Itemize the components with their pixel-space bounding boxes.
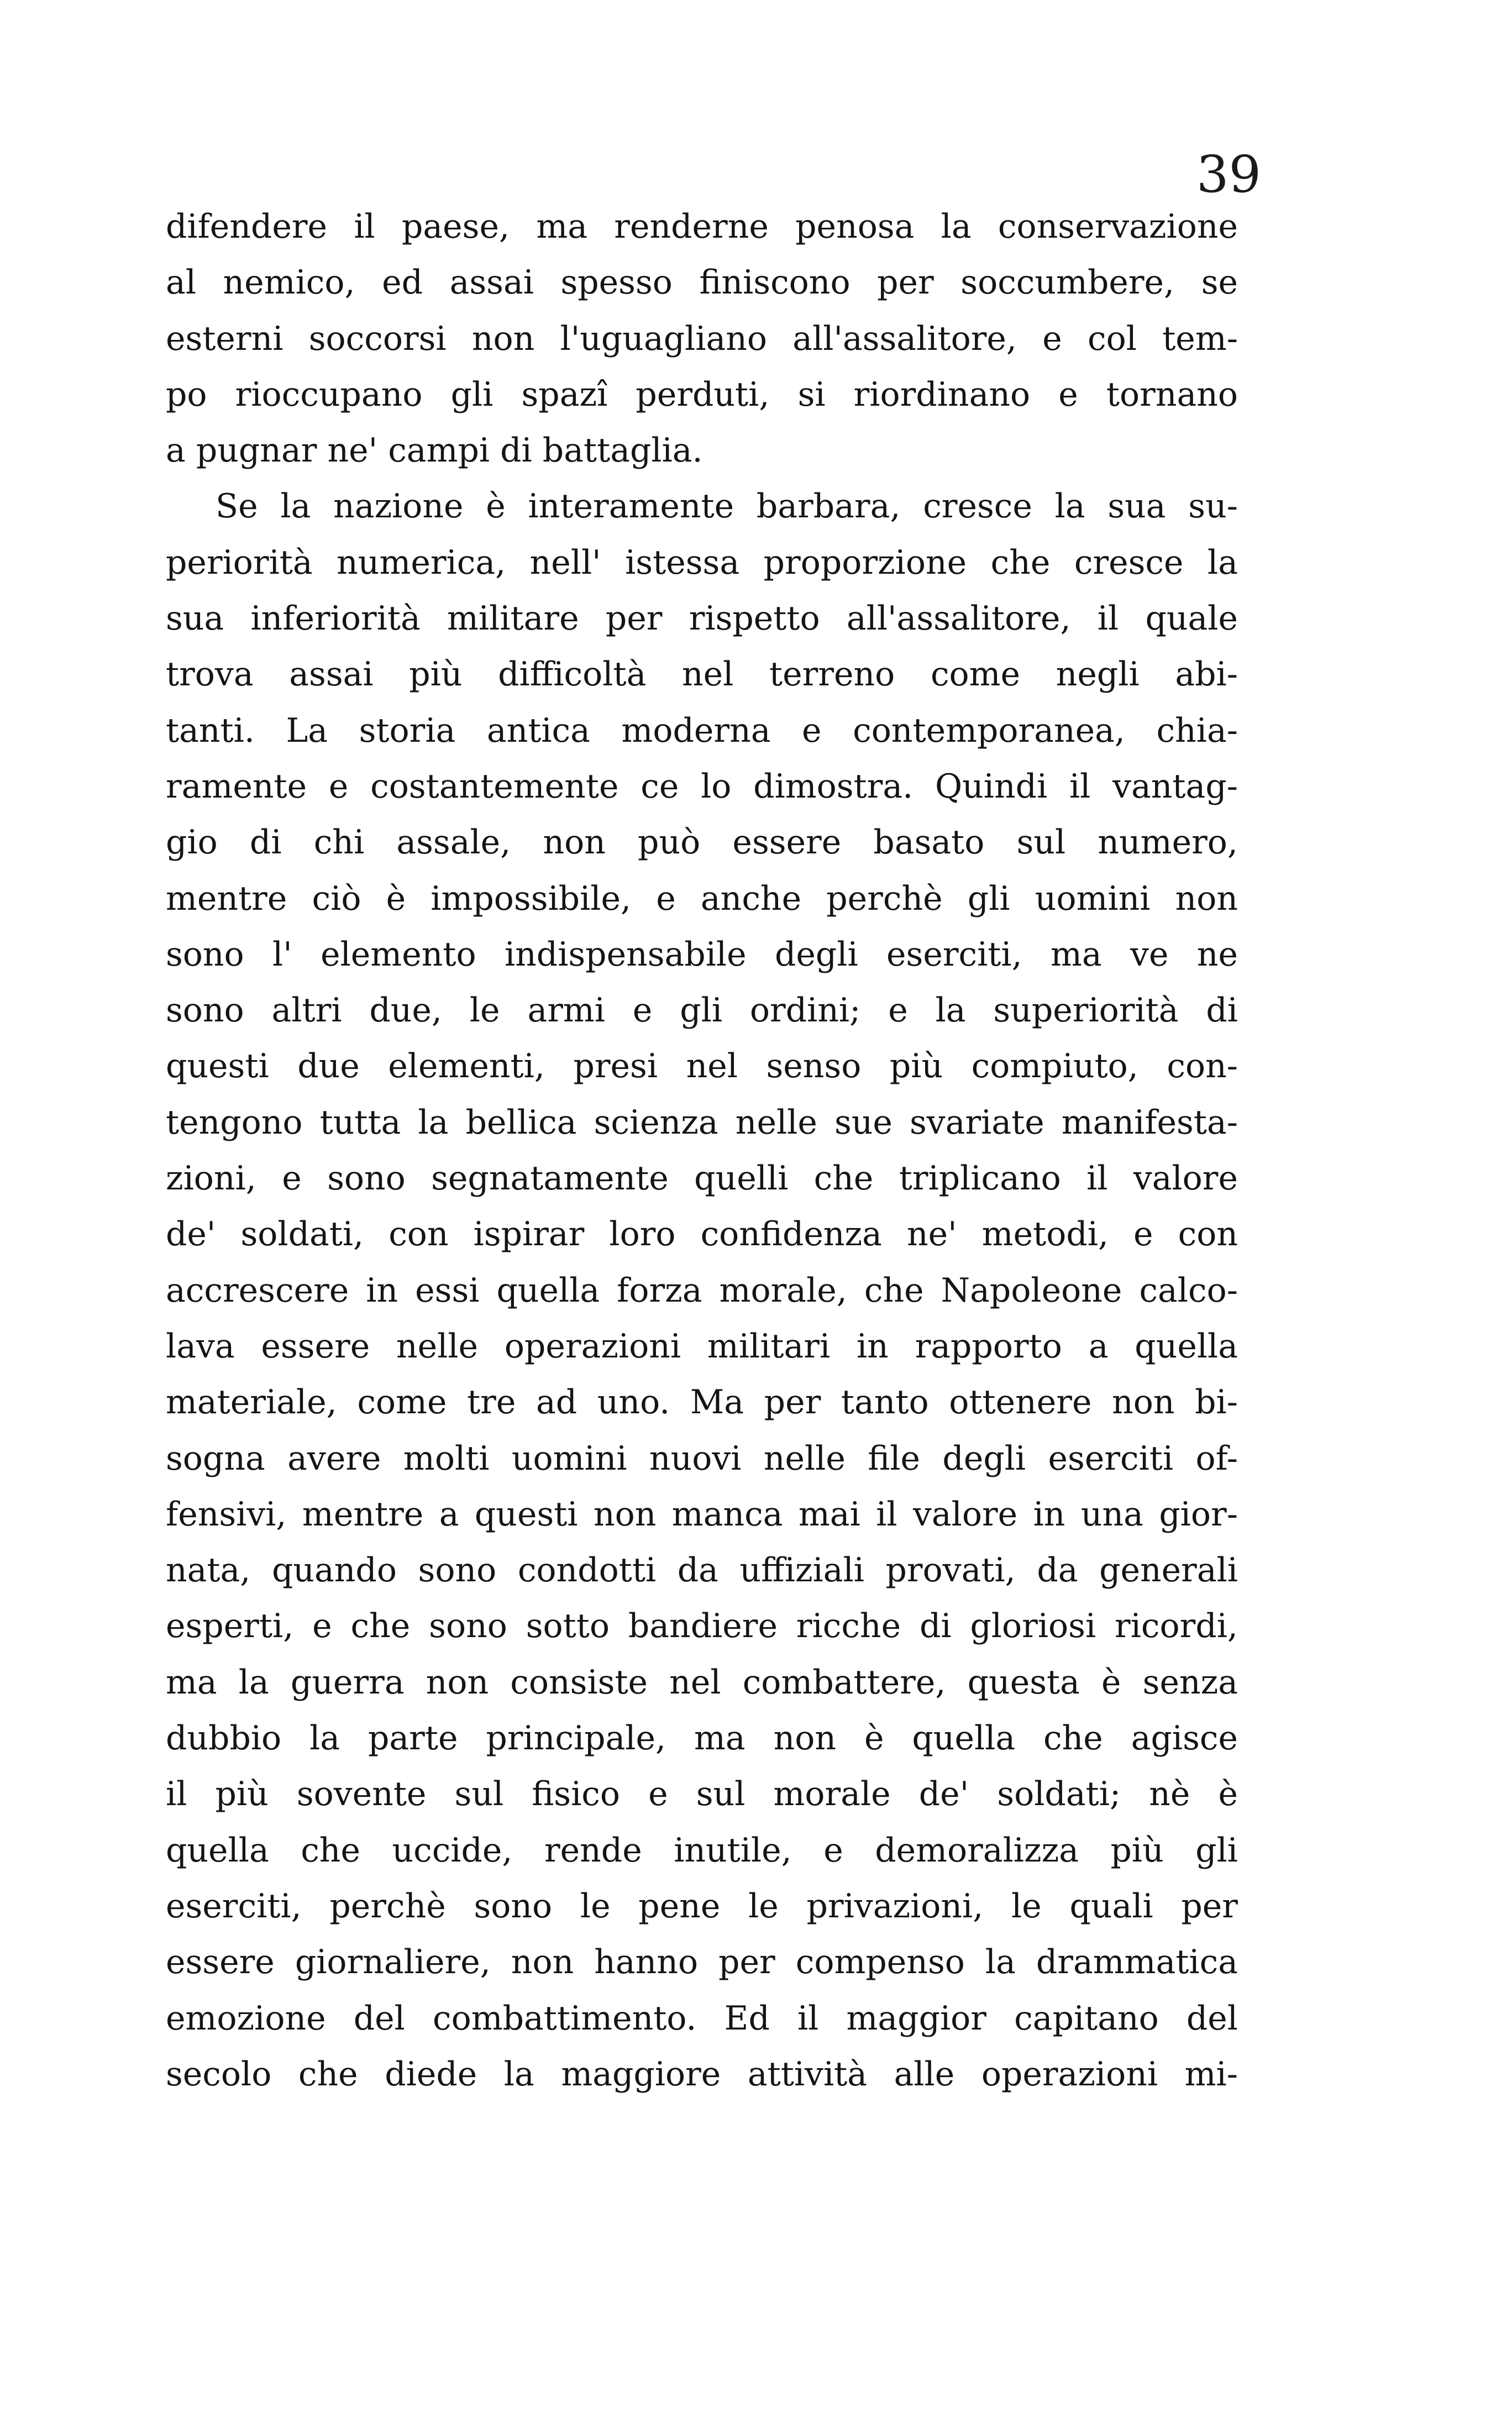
text-line: questi due elementi, presi nel senso più compiuto, con- (166, 1047, 1238, 1086)
text-line: quella che uccide, rende inutile, e demoralizza più gli (166, 1831, 1238, 1870)
text-line: sono l' elemento indispensabile degli eserciti, ma ve ne (166, 935, 1238, 974)
text-line: a pugnar ne' campi di battaglia. (166, 431, 703, 470)
text-line: eserciti, perchè sono le pene le privazioni, le quali per (166, 1886, 1238, 1926)
page-number: 39 (1196, 145, 1262, 204)
text-line: po rioccupano gli spazî perduti, si riordinano e tornano (166, 375, 1238, 414)
text-line: esperti, e che sono sotto bandiere ricche di gloriosi ricordi, (166, 1607, 1238, 1646)
text-line: nata, quando sono condotti da uffiziali provati, da generali (166, 1551, 1238, 1590)
text-line: al nemico, ed assai spesso finiscono per soccumbere, se (166, 263, 1238, 302)
text-line: sono altri due, le armi e gli ordini; e la superiorità di (166, 991, 1238, 1030)
text-line: sogna avere molti uomini nuovi nelle file degli eserciti of- (166, 1439, 1238, 1478)
text-line: difendere il paese, ma renderne penosa la conservazione (166, 207, 1238, 246)
text-line: esterni soccorsi non l'uguagliano all'assalitore, e col tem- (166, 319, 1238, 358)
text-line: ramente e costantemente ce lo dimostra. Quindi il vantag- (166, 767, 1238, 806)
text-line: materiale, come tre ad uno. Ma per tanto ottenere non bi- (166, 1383, 1238, 1422)
text-line: mentre ciò è impossibile, e anche perchè gli uomini non (166, 879, 1238, 918)
text-line: il più sovente sul fisico e sul morale de' soldati; nè è (166, 1775, 1238, 1814)
text-line: tengono tutta la bellica scienza nelle sue svariate manifesta- (166, 1103, 1238, 1142)
text-line: gio di chi assale, non può essere basato sul numero, (166, 823, 1238, 862)
text-line: zioni, e sono segnatamente quelli che triplicano il valore (166, 1159, 1238, 1198)
text-line: de' soldati, con ispirar loro confidenza ne' metodi, e con (166, 1215, 1238, 1254)
body-text (166, 199, 1238, 2102)
text-line: dubbio la parte principale, ma non è quella che agisce (166, 1719, 1238, 1758)
text-line: ma la guerra non consiste nel combattere, questa è senza (166, 1663, 1238, 1702)
text-line: Se la nazione è interamente barbara, cresce la sua su- (216, 487, 1238, 526)
text-line: secolo che diede la maggiore attività alle operazioni mi- (166, 2054, 1238, 2094)
text-line: tanti. La storia antica moderna e contemporanea, chia- (166, 711, 1238, 750)
text-line: essere giornaliere, non hanno per compenso la drammatica (166, 1943, 1238, 1982)
text-line: fensivi, mentre a questi non manca mai il valore in una gior- (166, 1495, 1238, 1534)
text-line: sua inferiorità militare per rispetto all'assalitore, il quale (166, 599, 1238, 638)
text-line: trova assai più difficoltà nel terreno come negli abi- (166, 655, 1238, 694)
text-line: accrescere in essi quella forza morale, che Napoleone calco- (166, 1271, 1238, 1310)
text-line: lava essere nelle operazioni militari in rapporto a quella (166, 1326, 1238, 1366)
text-line: periorità numerica, nell' istessa proporzione che cresce la (166, 543, 1238, 582)
text-line: emozione del combattimento. Ed il maggior capitano del (166, 1999, 1238, 2038)
